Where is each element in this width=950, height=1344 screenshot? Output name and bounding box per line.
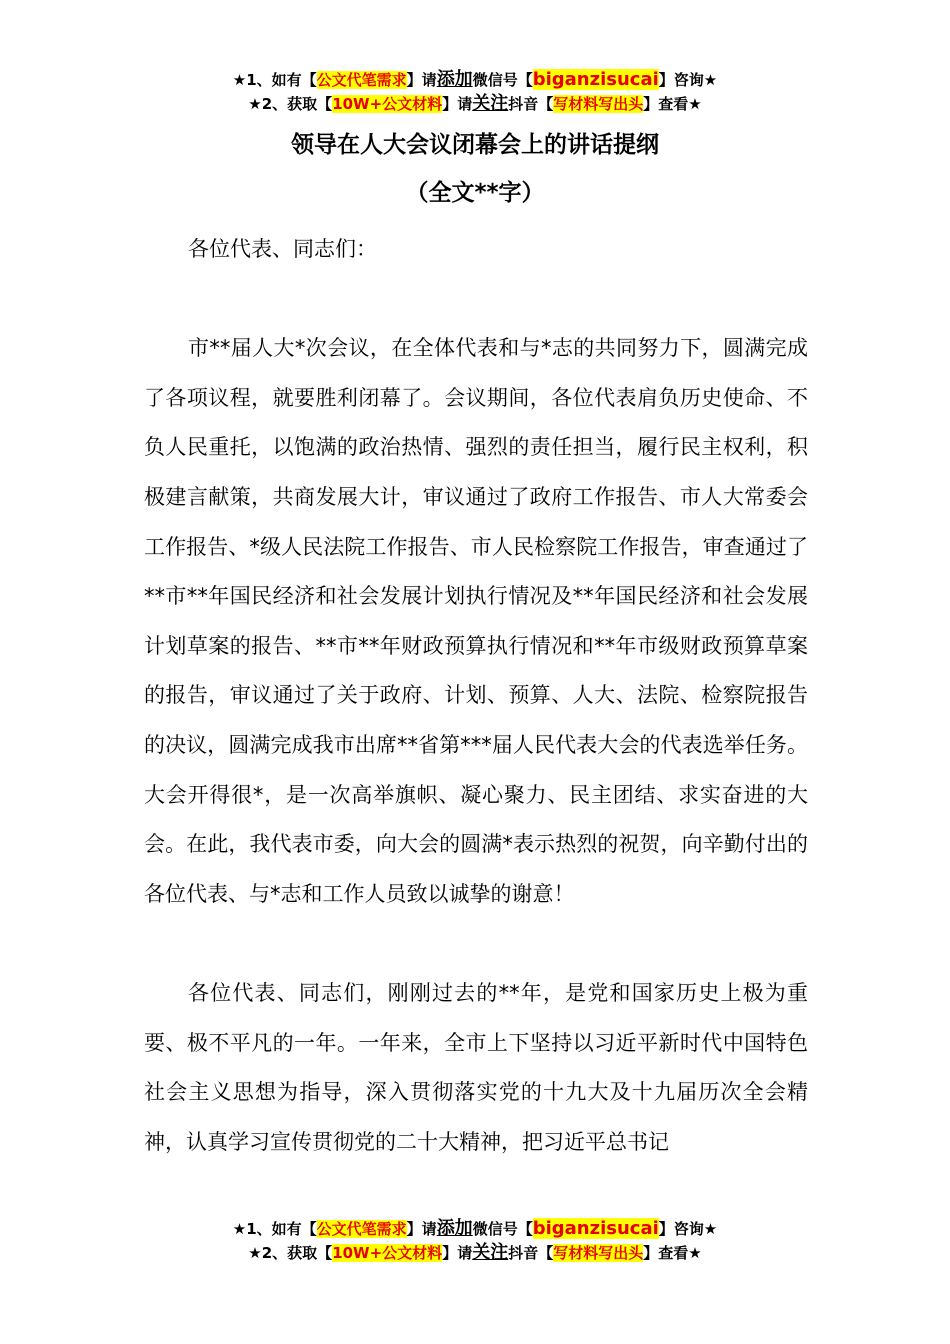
banner-text: 】请 xyxy=(406,71,437,89)
banner-highlight-service: 公文代笔需求 xyxy=(316,1220,407,1238)
banner-highlight-service: 公文代笔需求 xyxy=(316,71,407,89)
banner-text: 】请 xyxy=(442,1244,473,1262)
banner-text: 微信号【 xyxy=(472,71,533,89)
salutation: 各位代表、同志们： xyxy=(188,237,377,261)
banner-text: 】查看★ xyxy=(643,1244,702,1262)
banner-highlight-materials: 10W+公文材料 xyxy=(332,1244,443,1262)
banner-highlight-materials: 10W+公文材料 xyxy=(332,95,443,113)
banner-highlight-wechat-id: biganzisucai xyxy=(532,69,659,90)
banner-text: 】咨询★ xyxy=(658,71,718,89)
document-body xyxy=(144,225,808,1167)
bottom-banner xyxy=(0,1217,950,1265)
banner-text: ★2、获取【 xyxy=(248,95,333,113)
banner-text: 】请 xyxy=(406,1220,437,1238)
document-subtitle: （全文**字） xyxy=(405,180,545,206)
document-title: 领导在人大会议闭幕会上的讲话提纲 xyxy=(291,132,659,158)
banner-line-2 xyxy=(0,1241,950,1265)
banner-highlight-wechat-id: biganzisucai xyxy=(532,1218,659,1239)
banner-text: 】请 xyxy=(442,95,473,113)
paragraph-2: 各位代表、同志们，刚刚过去的**年，是党和国家历史上极为重要、极不平凡的一年。一年来，全市上下坚持以习近平新时代中国特色社会主义思想为指导，深入贯彻落实党的十九大及十九届历次全会精神，认真学习宣传贯彻党的二十大精神，把习近平总书记 xyxy=(144,980,808,1154)
banner-text: ★1、如有【 xyxy=(232,1220,317,1238)
paragraph-1: 市**届人大*次会议，在全体代表和与*志的共同努力下，圆满完成了各项议程，就要胜利闭幕了。会议期间，各位代表肩负历史使命、不负人民重托，以饱满的政治热情、强烈的责任担当，履行民主权利，积极建言献策，共商发展大计，审议通过了政府工作报告、市人大常委会工作报告、*级人民法院工作报告、市人民检察院工作报告，审查通过了**市**年国民经济和社会发展计划执行情况及**年国民经济和社会发展计划草案的报告、**市**年财政预算执行情况和**年市级财政预算草案的报告，审议通过了关于政府、计划、预算、人大、法院、检察院报告的决议，圆满完成我市出席**省第***届人民代表大会的代表选举任务。大会开得很*，是一次高举旗帜、凝心聚力、民主团结、求实奋进的大会。在此，我代表市委，向大会的圆满*表示热烈的祝贺，向辛勤付出的各位代表、与*志和工作人员致以诚挚的谢意！ xyxy=(144,336,808,906)
banner-highlight-douyin-account: 写材料写出头 xyxy=(553,95,644,113)
banner-text: ★2、获取【 xyxy=(248,1244,333,1262)
banner-line-1 xyxy=(0,1217,950,1241)
banner-underline-add: 添加 xyxy=(436,69,473,90)
banner-underline-follow: 关注 xyxy=(472,1242,509,1263)
banner-text: 抖音【 xyxy=(508,95,554,113)
banner-text: 】查看★ xyxy=(643,95,702,113)
banner-underline-follow: 关注 xyxy=(472,93,509,114)
banner-text: 微信号【 xyxy=(472,1220,533,1238)
banner-highlight-douyin-account: 写材料写出头 xyxy=(553,1244,644,1262)
top-banner xyxy=(0,68,950,116)
banner-line-2 xyxy=(0,92,950,116)
banner-underline-add: 添加 xyxy=(436,1218,473,1239)
banner-line-1 xyxy=(0,68,950,92)
banner-text: 抖音【 xyxy=(508,1244,554,1262)
banner-text: 】咨询★ xyxy=(658,1220,718,1238)
banner-text: ★1、如有【 xyxy=(232,71,317,89)
